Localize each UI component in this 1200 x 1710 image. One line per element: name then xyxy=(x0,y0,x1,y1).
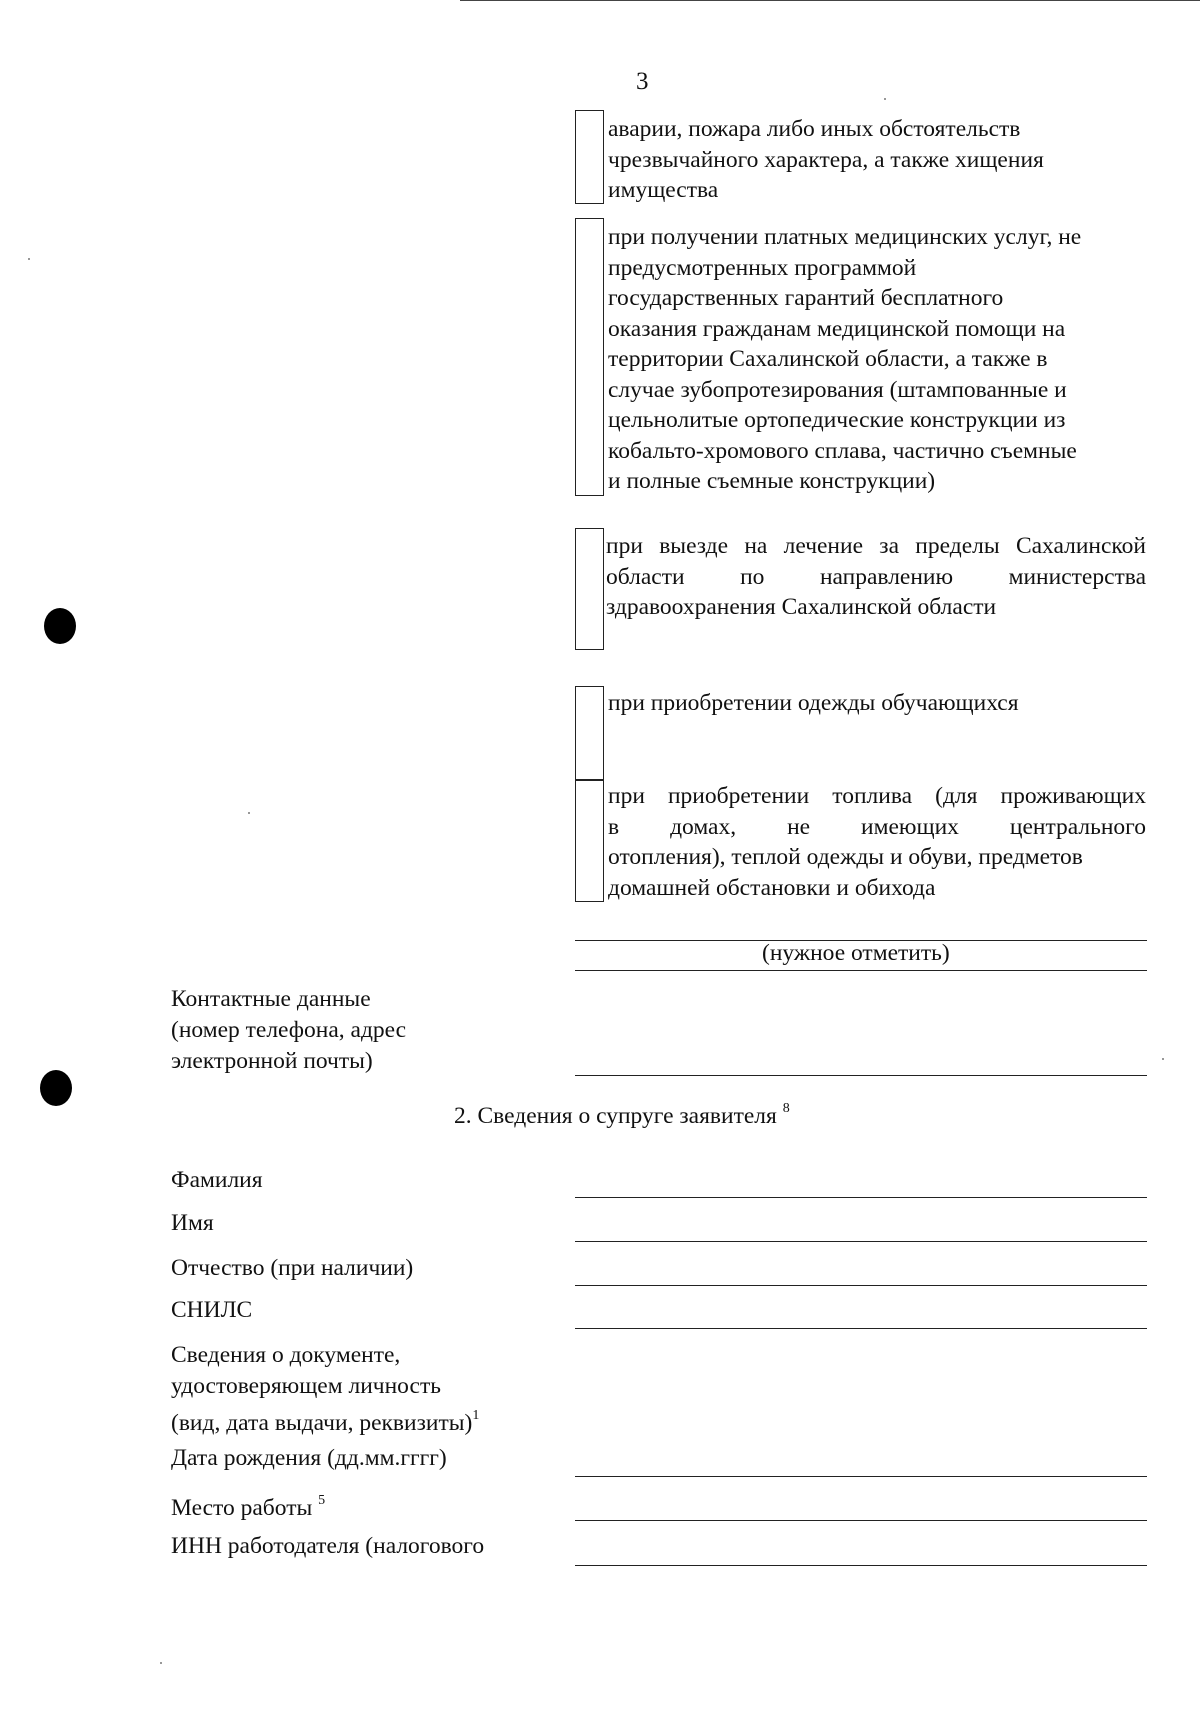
id-document-line: Сведения о документе, xyxy=(171,1342,401,1368)
id-document-line: удостоверяющем личность xyxy=(171,1373,441,1399)
checkbox-fuel[interactable] xyxy=(575,780,604,902)
checkbox-medical[interactable] xyxy=(575,218,604,496)
id-document-line-text: (вид, дата выдачи, реквизиты) xyxy=(171,1409,473,1436)
footnote-ref: 8 xyxy=(782,1101,790,1117)
snils-field[interactable] xyxy=(575,1328,1147,1329)
contact-field[interactable] xyxy=(575,1075,1147,1076)
patronymic-label: Отчество (при наличии) xyxy=(171,1255,414,1281)
name-field[interactable] xyxy=(575,1241,1147,1242)
name-label: Имя xyxy=(171,1210,214,1236)
snils-label: СНИЛС xyxy=(171,1297,253,1323)
surname-field[interactable] xyxy=(575,1197,1147,1198)
workplace-field[interactable] xyxy=(575,1520,1147,1521)
employer-inn-label: ИНН работодателя (налогового xyxy=(171,1533,485,1559)
option-line: цельнолитые ортопедические конструкции из xyxy=(608,407,1066,433)
option-line: здравоохранения Сахалинской области xyxy=(606,594,997,620)
scan-speck xyxy=(248,812,250,814)
option-line: области по направлению министерства xyxy=(606,563,1146,590)
option-line: случае зубопротезирования (штампованные и xyxy=(608,376,1067,403)
id-document-line-3 xyxy=(171,1402,479,1439)
option-line: кобальто-хромового сплава, частично съемные xyxy=(608,437,1077,464)
scan-edge-line xyxy=(460,0,1200,1)
option-line: при приобретении топлива (для проживающих xyxy=(608,783,1146,809)
contact-label-line: (номер телефона, адрес xyxy=(171,1017,407,1043)
section-2-heading xyxy=(454,1103,790,1130)
section-2-heading-text: 2. Сведения о супруге заявителя xyxy=(454,1103,777,1129)
option-line: имущества xyxy=(608,177,719,203)
checkbox-clothing[interactable] xyxy=(575,686,604,780)
id-document-label xyxy=(171,1340,479,1439)
checkbox-accident[interactable] xyxy=(575,110,604,204)
option-line: государственных гарантий бесплатного xyxy=(608,285,1004,311)
option-line: при выезде на лечение за пределы Сахалинской xyxy=(606,533,1146,559)
birth-date-field[interactable] xyxy=(575,1476,1147,1477)
option-line: аварии, пожара либо иных обстоятельств xyxy=(608,116,1021,142)
contact-label-line: Контактные данные xyxy=(171,986,371,1012)
birth-date-label: Дата рождения (дд.мм.гггг) xyxy=(171,1445,447,1471)
option-line: территории Сахалинской области, а также в xyxy=(608,346,1048,372)
option-medical-text xyxy=(608,222,1154,497)
workplace-label-text: Место работы xyxy=(171,1494,313,1521)
scan-speck xyxy=(28,258,30,260)
option-line: при приобретении одежды обучающихся xyxy=(608,690,1019,716)
contact-label-line: электронной почты) xyxy=(171,1048,373,1074)
option-line: в домах, не имеющих центрального xyxy=(608,813,1146,840)
checkbox-treatment[interactable] xyxy=(575,528,604,650)
patronymic-field[interactable] xyxy=(575,1285,1147,1286)
contact-label xyxy=(171,984,406,1077)
scan-speck xyxy=(160,1662,162,1664)
option-line: отопления), теплой одежды и обуви, предметов xyxy=(608,844,1083,870)
mark-line-bottom xyxy=(575,970,1147,971)
option-line: и полные съемные конструкции) xyxy=(608,468,936,494)
option-accident-text xyxy=(608,114,1148,206)
page-number: 3 xyxy=(636,68,649,95)
workplace-label xyxy=(171,1487,325,1524)
option-clothing-text xyxy=(608,688,1148,719)
footnote-ref: 5 xyxy=(318,1493,326,1508)
footnote-ref: 1 xyxy=(472,1408,480,1423)
option-fuel-text xyxy=(608,781,1146,903)
scan-speck xyxy=(1162,1058,1164,1060)
option-line: при получении платных медицинских услуг, не xyxy=(608,224,1082,250)
punch-hole-bottom xyxy=(40,1070,72,1106)
option-treatment-text xyxy=(606,531,1146,623)
option-line: чрезвычайного характера, а также хищения xyxy=(608,146,1044,173)
option-line: оказания гражданам медицинской помощи на xyxy=(608,315,1066,342)
option-line: домашней обстановки и обихода xyxy=(608,874,936,901)
mark-caption: (нужное отметить) xyxy=(762,940,950,966)
punch-hole-top xyxy=(44,608,76,644)
surname-label: Фамилия xyxy=(171,1167,263,1193)
scan-speck xyxy=(884,98,886,100)
employer-inn-field[interactable] xyxy=(575,1565,1147,1566)
option-line: предусмотренных программой xyxy=(608,254,917,281)
